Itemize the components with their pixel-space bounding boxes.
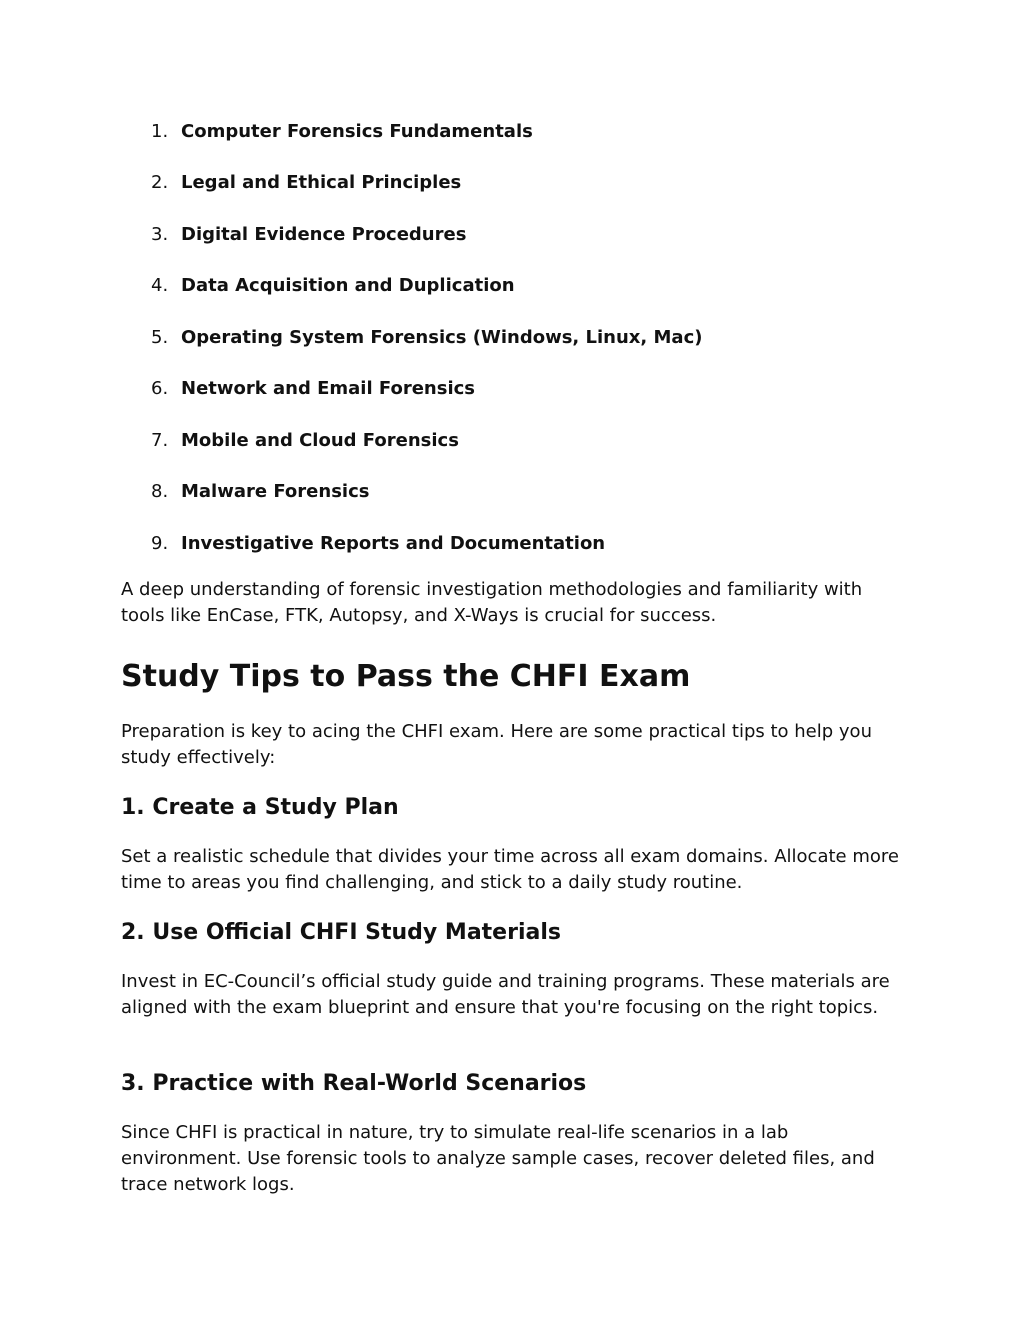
tip-heading: 3. Practice with Real-World Scenarios	[121, 1071, 587, 1096]
tip-heading: 1. Create a Study Plan	[121, 795, 399, 820]
list-number: 6.	[151, 378, 169, 399]
section-heading: Study Tips to Pass the CHFI Exam	[121, 659, 691, 694]
tip-paragraph: Since CHFI is practical in nature, try to simulate real-life scenarios in a lab environment. Use forensic tools to analyze sample cases, recover deleted files, and trace network logs.	[121, 1122, 875, 1195]
list-number: 5.	[151, 327, 169, 348]
list-number: 9.	[151, 533, 169, 554]
tip-heading: 2. Use Official CHFI Study Materials	[121, 920, 561, 945]
intro-paragraph: A deep understanding of forensic investigation methodologies and familiarity with tools like EnCase, FTK, Autopsy, and X-Ways is crucial for success.	[121, 579, 863, 626]
list-label: Mobile and Cloud Forensics	[181, 430, 459, 451]
list-number: 3.	[151, 224, 169, 245]
list-number: 8.	[151, 481, 169, 502]
list-label: Malware Forensics	[181, 481, 370, 502]
list-label: Digital Evidence Procedures	[181, 224, 467, 245]
list-label: Data Acquisition and Duplication	[181, 275, 515, 296]
list-label: Operating System Forensics (Windows, Linux, Mac)	[181, 327, 703, 348]
list-label: Legal and Ethical Principles	[181, 172, 462, 193]
list-number: 4.	[151, 275, 169, 296]
list-label: Network and Email Forensics	[181, 378, 476, 399]
tip-paragraph: Set a realistic schedule that divides your time across all exam domains. Allocate more time to areas you find challenging, and stick to a daily study routine.	[121, 846, 899, 893]
list-label: Investigative Reports and Documentation	[181, 533, 606, 554]
list-number: 1.	[151, 121, 169, 142]
list-label: Computer Forensics Fundamentals	[181, 121, 533, 142]
list-number: 2.	[151, 172, 169, 193]
section-intro-paragraph: Preparation is key to acing the CHFI exam. Here are some practical tips to help you study effectively:	[121, 721, 872, 768]
list-number: 7.	[151, 430, 169, 451]
tip-paragraph: Invest in EC-Council’s official study guide and training programs. These materials are aligned with the exam blueprint and ensure that you're focusing on the right topics.	[121, 971, 890, 1018]
